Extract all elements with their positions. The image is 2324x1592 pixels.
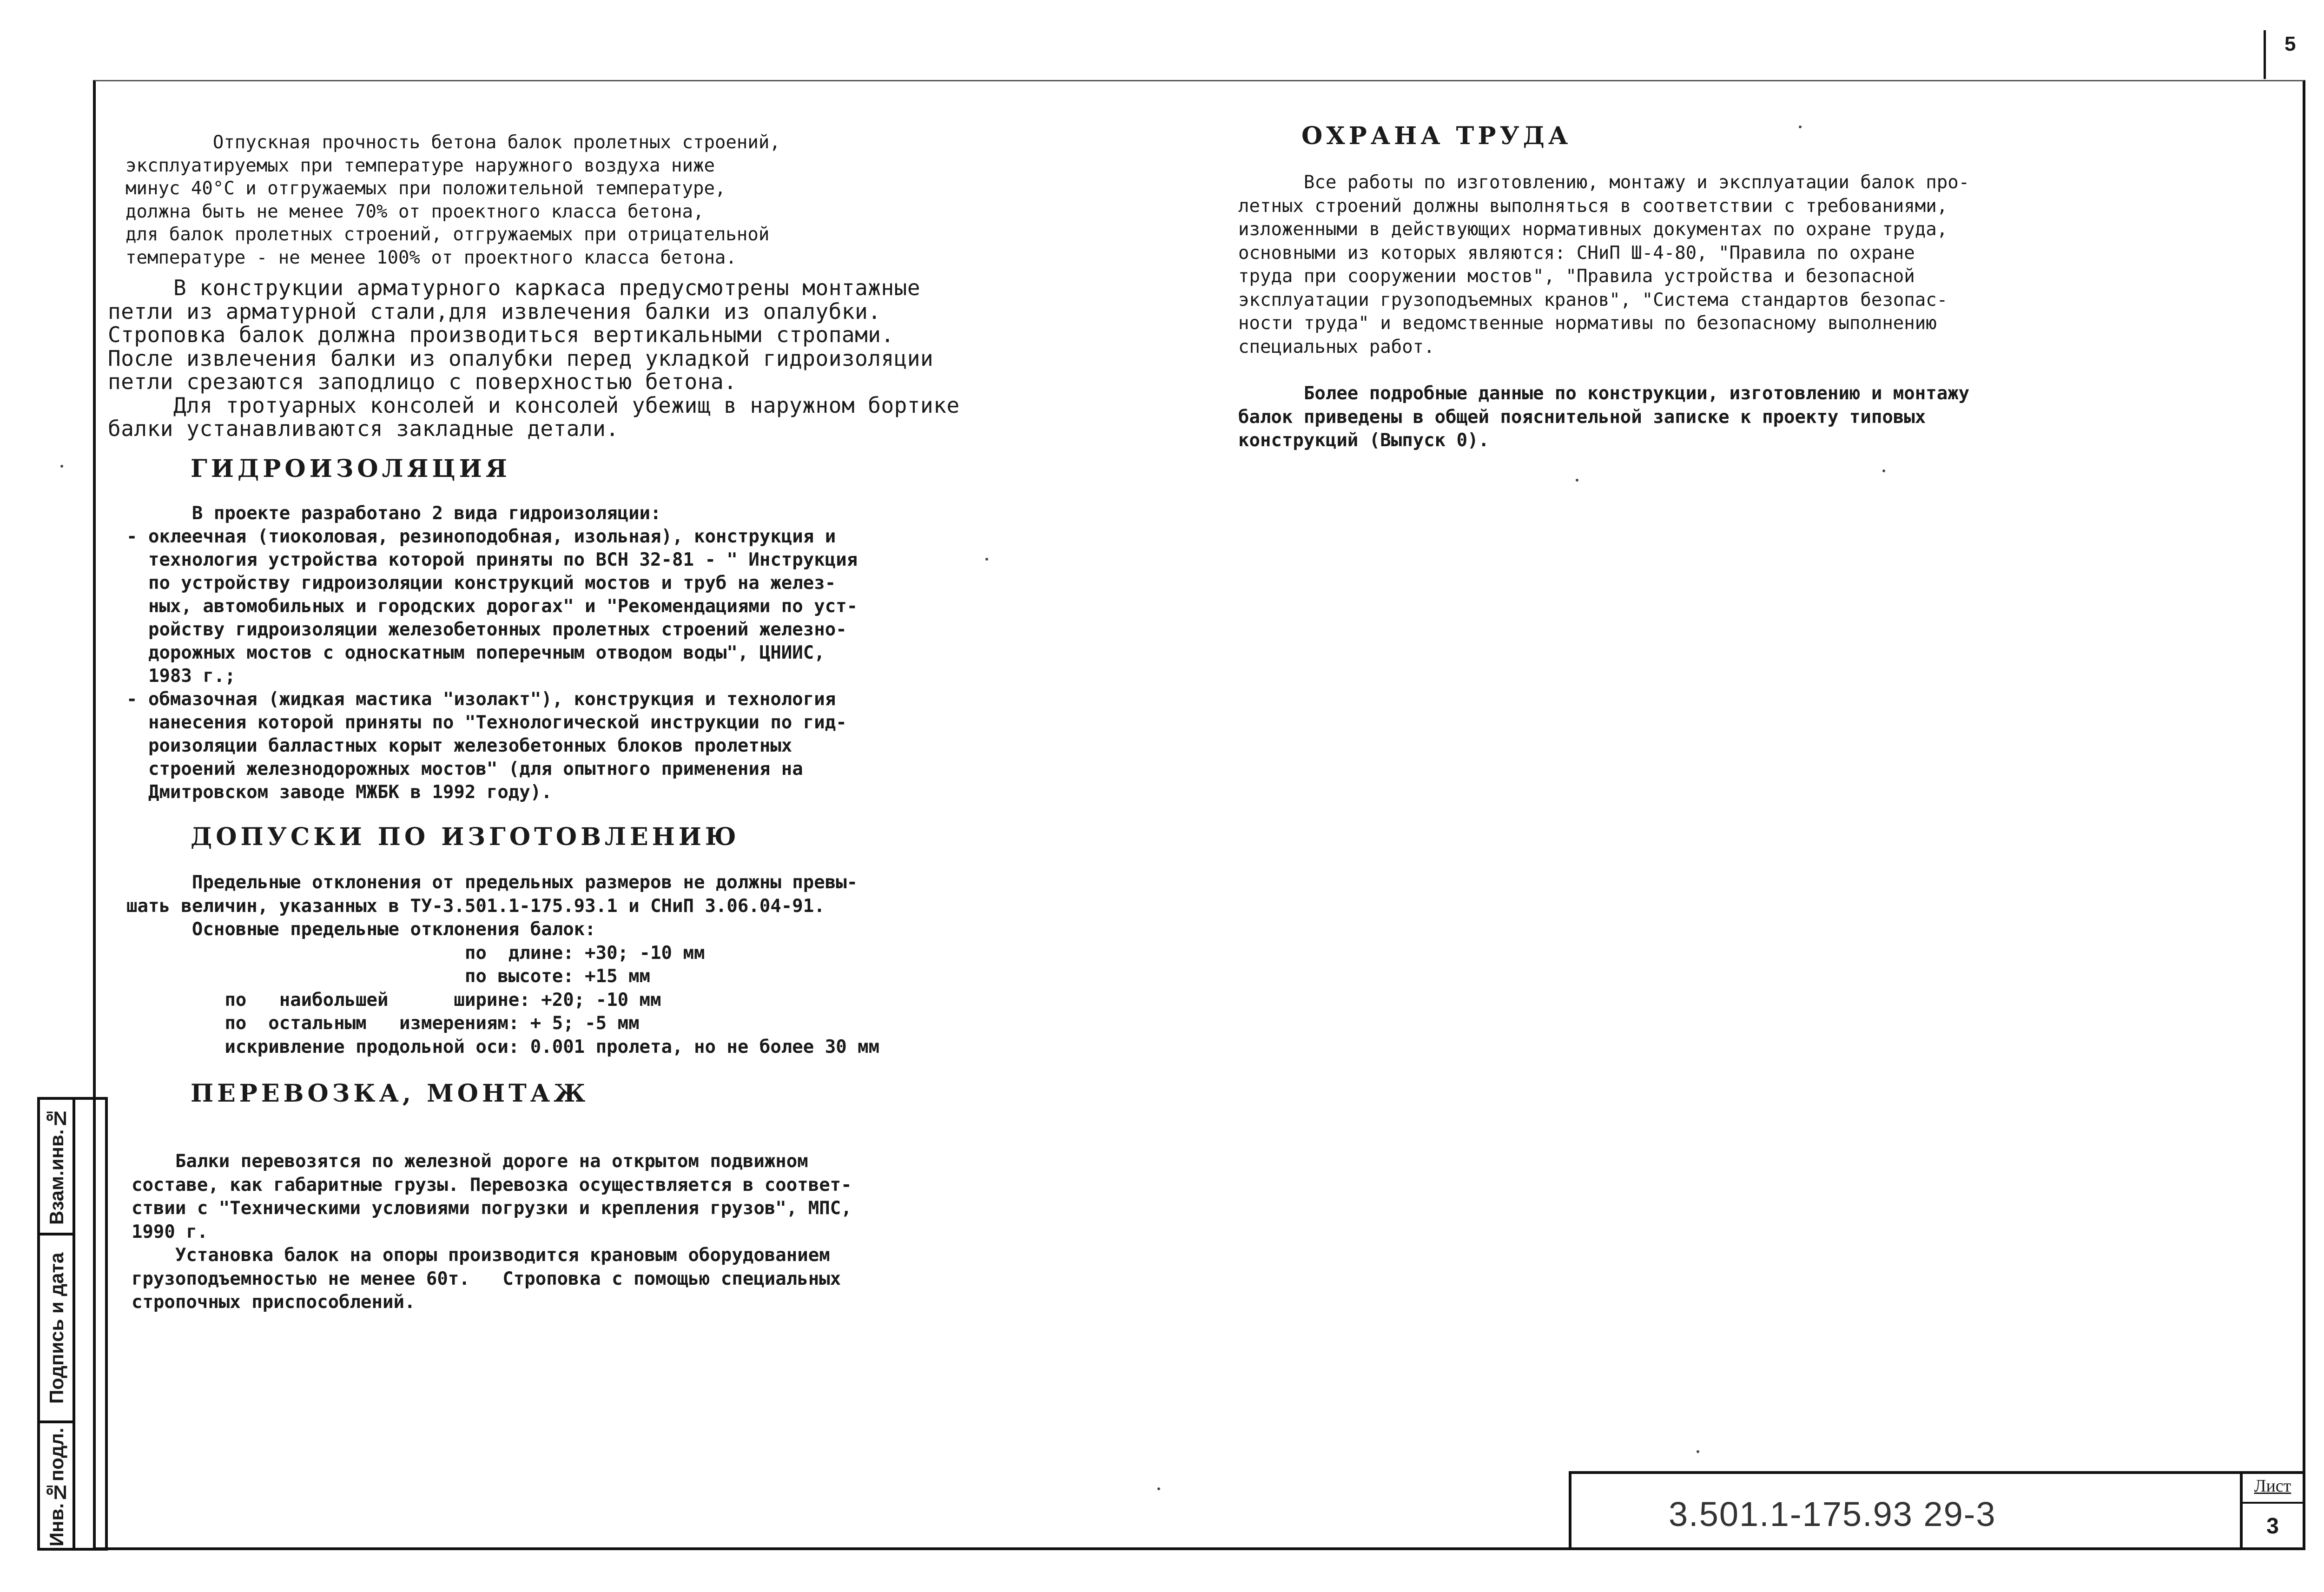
text-line: Для тротуарных консолей и консолей убежищ в наружном бортике bbox=[108, 392, 960, 418]
text-line: специальных работ. bbox=[1238, 336, 1435, 357]
text-line: балок приведены в общей пояснительной записке к проекту типовых bbox=[1238, 406, 1926, 428]
reinforcement-paragraph bbox=[108, 276, 960, 441]
text-line: Предельные отклонения от предельных размеров не должны превы- bbox=[126, 872, 858, 893]
text-line: по высоте: +15 мм bbox=[126, 966, 651, 987]
text-line: В проекте разработано 2 вида гидроизоляции: bbox=[126, 503, 661, 524]
text-line: стропочных приспособлений. bbox=[110, 1292, 416, 1313]
text-line: нанесения которой приняты по "Технологической инструкции по гид- bbox=[126, 712, 847, 733]
safety-text bbox=[1238, 171, 1969, 359]
text-line: дорожных мостов с односкатным поперечным отводом воды", ЦНИИС, bbox=[126, 642, 825, 663]
text-line: роизоляции балластных корыт железобетонных блоков пролетных bbox=[126, 735, 792, 756]
stamp-replacement-inventory: Взам.инв.№ bbox=[46, 1107, 67, 1225]
text-line: петли срезаются заподлицо с поверхностью бетона. bbox=[108, 369, 737, 394]
text-line: труда при сооружении мостов", "Правила устройства и безопасной bbox=[1238, 266, 1915, 287]
waterproofing-text bbox=[126, 502, 858, 804]
page-number-rule bbox=[2264, 30, 2266, 79]
text-line: основными из которых являются: СНиП Ш-4-80, "Правила по охране bbox=[1238, 242, 1915, 264]
text-line: конструкций (Выпуск 0). bbox=[1238, 430, 1490, 451]
stamp-signature-date: Подпись и дата bbox=[46, 1252, 67, 1404]
scan-speck bbox=[1697, 1450, 1699, 1453]
text-line: летных строений должны выполняться в соответствии с требованиями, bbox=[1238, 195, 1948, 217]
sheet-label: Лист bbox=[2254, 1476, 2291, 1496]
stamp-original-inventory: Инв.№подл. bbox=[46, 1427, 67, 1546]
text-line: грузоподъемностью не менее 60т. Строповка с помощью специальных bbox=[110, 1268, 841, 1289]
text-line: по остальным измерениям: + 5; -5 мм bbox=[126, 1013, 640, 1034]
text-line: по устройству гидроизоляции конструкций мостов и труб на желез- bbox=[126, 573, 836, 594]
intro-paragraph bbox=[125, 131, 780, 269]
tolerances-text bbox=[126, 871, 879, 1059]
text-line: искривление продольной оси: 0.001 пролета, но не более 30 мм bbox=[126, 1036, 880, 1057]
text-line: изложенными в действующих нормативных документах по охране труда, bbox=[1238, 219, 1948, 240]
text-line: Более подробные данные по конструкции, изготовлению и монтажу bbox=[1238, 383, 1970, 404]
text-line: Основные предельные отклонения балок: bbox=[126, 919, 596, 940]
text-line: петли из арматурной стали,для извлечения балки из опалубки. bbox=[108, 298, 881, 324]
text-line: по наибольшей ширине: +20; -10 мм bbox=[126, 989, 661, 1011]
text-line: составе, как габаритные грузы. Перевозка осуществляется в соответ- bbox=[110, 1174, 852, 1196]
stamp-divider bbox=[73, 1100, 75, 1548]
scan-speck bbox=[985, 558, 988, 561]
text-line: Дмитровском заводе МЖБК в 1992 году). bbox=[126, 782, 552, 803]
text-line: Балки перевозятся по железной дороге на открытом подвижном bbox=[110, 1151, 808, 1172]
sheet-separator bbox=[2243, 1502, 2303, 1504]
text-line: 1983 г.; bbox=[126, 666, 236, 687]
text-line: В конструкции арматурного каркаса предусмотрены монтажные bbox=[108, 275, 921, 300]
text-line: балки устанавливаются закладные детали. bbox=[108, 416, 619, 441]
text-line: для балок пролетных строений, отгружаемых при отрицательной bbox=[125, 224, 770, 245]
tolerances-heading: ДОПУСКИ ПО ИЗГОТОВЛЕНИЮ bbox=[191, 823, 740, 851]
text-line: ройству гидроизоляции железобетонных пролетных строений железно- bbox=[126, 619, 847, 640]
text-line: Все работы по изготовлению, монтажу и эксплуатации балок про- bbox=[1238, 172, 1970, 193]
text-line: Строповка балок должна производиться вертикальными стропами. bbox=[108, 322, 894, 347]
scan-speck bbox=[1157, 1487, 1160, 1490]
text-line: ствии с "Техническими условиями погрузки и крепления грузов", МПС, bbox=[110, 1198, 852, 1219]
text-line: ных, автомобильных и городских дорогах" и "Рекомендациями по уст- bbox=[126, 596, 858, 617]
page-number: 5 bbox=[2284, 33, 2296, 55]
transport-heading: ПЕРЕВОЗКА, МОНТАЖ bbox=[191, 1079, 589, 1108]
text-line: эксплуатации грузоподъемных кранов", "Система стандартов безопас- bbox=[1238, 289, 1948, 310]
text-line: - обмазочная (жидкая мастика "изолакт"), конструкция и технология bbox=[126, 689, 836, 710]
side-stamp bbox=[37, 1097, 108, 1551]
transport-text bbox=[110, 1150, 852, 1315]
text-line: минус 40°С и отгружаемых при положительной температуре, bbox=[125, 178, 726, 199]
safety-heading: ОХРАНА ТРУДА bbox=[1301, 122, 1572, 150]
text-line: Отпускная прочность бетона балок пролетных строений, bbox=[125, 132, 780, 153]
sheet-number: 3 bbox=[2266, 1514, 2279, 1539]
scan-speck bbox=[1882, 469, 1885, 472]
waterproofing-heading: ГИДРОИЗОЛЯЦИЯ bbox=[191, 455, 511, 483]
text-line: эксплуатируемых при температуре наружного воздуха ниже bbox=[125, 155, 715, 176]
text-line: 1990 г. bbox=[110, 1221, 208, 1242]
more-info-text bbox=[1238, 382, 1969, 453]
text-line: После извлечения балки из опалубки перед укладкой гидроизоляции bbox=[108, 345, 934, 371]
text-line: ности труда" и ведомственные нормативы по безопасному выполнению bbox=[1238, 313, 1937, 334]
text-line: шать величин, указанных в ТУ-3.501.1-175.93.1 и СНиП 3.06.04-91. bbox=[126, 895, 825, 917]
text-line: Установка балок на опоры производится крановым оборудованием bbox=[110, 1245, 830, 1266]
text-line: строений железнодорожных мостов" (для опытного применения на bbox=[126, 759, 803, 779]
scan-speck bbox=[1799, 126, 1802, 128]
document-code: 3.501.1-175.93 29-3 bbox=[1669, 1495, 1996, 1533]
scan-speck bbox=[1576, 479, 1578, 482]
text-line: технология устройства которой приняты по ВСН 32-81 - " Инструкция bbox=[126, 549, 858, 570]
scan-speck bbox=[60, 465, 63, 468]
text-line: должна быть не менее 70% от проектного класса бетона, bbox=[125, 201, 704, 222]
text-line: по длине: +30; -10 мм bbox=[126, 942, 705, 964]
text-line: температуре - не менее 100% от проектного класса бетона. bbox=[125, 247, 737, 268]
sheet-cell bbox=[2243, 1471, 2305, 1550]
text-line: - оклеечная (тиоколовая, резиноподобная, изольная), конструкция и bbox=[126, 526, 836, 547]
